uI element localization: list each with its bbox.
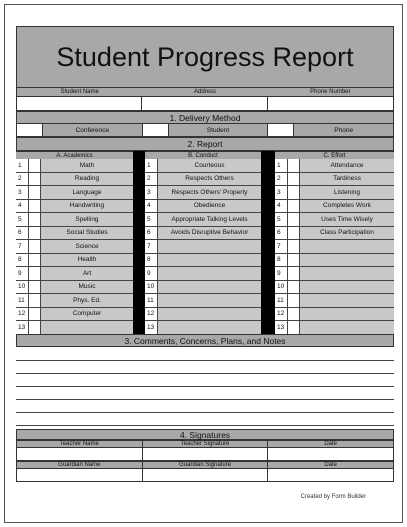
row-number: 5	[275, 213, 288, 226]
signature-inputs-row2	[16, 469, 394, 482]
conduct-row	[145, 281, 261, 295]
grade-checkbox[interactable]	[29, 321, 41, 334]
row-number: 13	[275, 321, 288, 334]
conduct-item-label: Respects Others' Property	[158, 186, 261, 199]
grade-checkbox[interactable]	[288, 294, 300, 307]
effort-row	[275, 186, 394, 200]
column-divider	[133, 151, 145, 334]
effort-item-label: Attendance	[300, 159, 394, 172]
row-number: 12	[275, 308, 288, 321]
header-inputs	[16, 97, 394, 111]
row-number: 2	[16, 173, 29, 186]
grade-checkbox[interactable]	[288, 186, 300, 199]
conduct-row	[145, 254, 261, 268]
effort-row	[275, 200, 394, 214]
conduct-item-label	[158, 240, 261, 253]
conduct-item-label	[158, 294, 261, 307]
grade-checkbox[interactable]	[29, 294, 41, 307]
signature-inputs-row1	[16, 448, 394, 461]
row-number: 4	[145, 200, 158, 213]
student-label: Student	[169, 124, 269, 136]
academics-row	[16, 308, 133, 322]
conduct-heading: B. Conduct	[145, 151, 261, 159]
effort-item-label	[300, 267, 394, 280]
grade-checkbox[interactable]	[288, 267, 300, 280]
academics-row	[16, 281, 133, 295]
academics-item-label: Language	[41, 186, 133, 199]
effort-item-label: Completes Work	[300, 200, 394, 213]
row-number: 11	[16, 294, 29, 307]
conduct-row	[145, 213, 261, 227]
teacher-name-field[interactable]	[17, 448, 143, 460]
effort-item-label: Class Participation	[300, 227, 394, 240]
row-number: 12	[16, 308, 29, 321]
effort-heading: C. Effort	[275, 151, 394, 159]
report-page	[4, 4, 403, 523]
row-number: 7	[145, 240, 158, 253]
conduct-item-label	[158, 321, 261, 334]
teacher-signature-field[interactable]	[143, 448, 269, 460]
effort-row	[275, 308, 394, 322]
grade-checkbox[interactable]	[29, 200, 41, 213]
academics-row	[16, 294, 133, 308]
row-number: 6	[145, 227, 158, 240]
row-number: 8	[145, 254, 158, 267]
comment-line	[16, 399, 394, 400]
effort-item-label	[300, 281, 394, 294]
phone-checkbox[interactable]	[268, 124, 294, 136]
effort-item-label	[300, 240, 394, 253]
academics-row	[16, 159, 133, 173]
row-number: 5	[145, 213, 158, 226]
effort-row	[275, 240, 394, 254]
conduct-item-label: Courteous	[158, 159, 261, 172]
signature-labels-row1	[16, 440, 394, 448]
conduct-row	[145, 294, 261, 308]
grade-checkbox[interactable]	[288, 308, 300, 321]
effort-row	[275, 173, 394, 187]
row-number: 1	[16, 159, 29, 172]
comments-heading: 3. Comments, Concerns, Plans, and Notes	[16, 334, 394, 347]
academics-row	[16, 186, 133, 200]
guardian-signature-field[interactable]	[143, 469, 269, 481]
conduct-item-label	[158, 308, 261, 321]
conduct-row	[145, 173, 261, 187]
effort-item-label	[300, 308, 394, 321]
grade-checkbox[interactable]	[288, 213, 300, 226]
row-number: 11	[145, 294, 158, 307]
effort-item-label: Tardiness	[300, 173, 394, 186]
grade-checkbox[interactable]	[288, 159, 300, 172]
academics-heading: A. Academics	[16, 151, 133, 159]
row-number: 6	[16, 227, 29, 240]
guardian-name-label: Guardian Name	[17, 462, 143, 468]
grade-checkbox[interactable]	[29, 227, 41, 240]
grade-checkbox[interactable]	[288, 321, 300, 334]
address-field[interactable]	[142, 97, 268, 110]
signatures-heading: 4. Signatures	[16, 429, 394, 440]
comment-line	[16, 360, 394, 361]
effort-row	[275, 254, 394, 268]
academics-row	[16, 227, 133, 241]
comment-line	[16, 386, 394, 387]
academics-item-label: Computer	[41, 308, 133, 321]
grade-checkbox[interactable]	[29, 213, 41, 226]
row-number: 9	[275, 267, 288, 280]
conduct-item-label: Avoids Disruptive Behavior	[158, 227, 261, 240]
academics-item-label: Science	[41, 240, 133, 253]
effort-row	[275, 213, 394, 227]
effort-row	[275, 227, 394, 241]
phone-number-field[interactable]	[268, 97, 393, 110]
address-label: Address	[193, 89, 216, 95]
conduct-row	[145, 227, 261, 241]
grade-checkbox[interactable]	[29, 308, 41, 321]
row-number: 3	[145, 186, 158, 199]
row-number: 2	[275, 173, 288, 186]
comment-line	[16, 373, 394, 374]
column-divider	[261, 151, 275, 334]
grade-checkbox[interactable]	[288, 254, 300, 267]
row-number: 1	[275, 159, 288, 172]
teacher-date-field[interactable]	[268, 448, 393, 460]
signature-labels-row2	[16, 461, 394, 469]
conduct-row	[145, 240, 261, 254]
row-number: 7	[275, 240, 288, 253]
report-heading: 2. Report	[16, 137, 394, 151]
row-number: 5	[16, 213, 29, 226]
grade-checkbox[interactable]	[29, 267, 41, 280]
academics-item-label: Health	[41, 254, 133, 267]
student-checkbox[interactable]	[143, 124, 169, 136]
conduct-row	[145, 321, 261, 335]
academics-row	[16, 321, 133, 335]
conduct-row	[145, 186, 261, 200]
grade-checkbox[interactable]	[288, 173, 300, 186]
conduct-item-label: Appropriate Talking Levels	[158, 213, 261, 226]
footer-credit: Created by Form Builder	[300, 494, 366, 500]
conduct-row	[145, 159, 261, 173]
row-number: 4	[275, 200, 288, 213]
grade-checkbox[interactable]	[29, 281, 41, 294]
conduct-item-label	[158, 281, 261, 294]
comment-line	[16, 425, 394, 426]
grade-checkbox[interactable]	[29, 254, 41, 267]
grade-checkbox[interactable]	[288, 227, 300, 240]
conduct-item-label	[158, 254, 261, 267]
row-number: 12	[145, 308, 158, 321]
academics-item-label: Math	[41, 159, 133, 172]
row-number: 4	[16, 200, 29, 213]
guardian-date-label: Date	[324, 462, 338, 468]
guardian-name-field[interactable]	[17, 469, 143, 481]
guardian-signature-label: Guardian Signature	[143, 462, 269, 468]
grade-checkbox[interactable]	[29, 159, 41, 172]
row-number: 10	[145, 281, 158, 294]
academics-item-label: Music	[41, 281, 133, 294]
effort-item-label	[300, 254, 394, 267]
academics-row	[16, 200, 133, 214]
grade-checkbox[interactable]	[29, 240, 41, 253]
effort-row	[275, 321, 394, 335]
academics-row	[16, 240, 133, 254]
academics-row	[16, 254, 133, 268]
academics-item-label	[41, 321, 133, 334]
row-number: 10	[16, 281, 29, 294]
row-number: 1	[145, 159, 158, 172]
conduct-row	[145, 200, 261, 214]
phone-number-label: Phone Number	[310, 89, 351, 95]
header-labels	[16, 88, 394, 97]
phone-label: Phone	[294, 124, 393, 136]
effort-item-label	[300, 321, 394, 334]
effort-row	[275, 294, 394, 308]
row-number: 3	[16, 186, 29, 199]
academics-item-label: Phys. Ed.	[41, 294, 133, 307]
conference-checkbox[interactable]	[17, 124, 43, 136]
academics-row	[16, 173, 133, 187]
academics-row	[16, 267, 133, 281]
conduct-row	[145, 267, 261, 281]
academics-item-label: Social Studies	[41, 227, 133, 240]
grade-checkbox[interactable]	[29, 186, 41, 199]
academics-item-label: Handwriting	[41, 200, 133, 213]
row-number: 7	[16, 240, 29, 253]
grade-checkbox[interactable]	[288, 240, 300, 253]
effort-row	[275, 159, 394, 173]
student-name-field[interactable]	[17, 97, 142, 110]
effort-item-label: Listening	[300, 186, 394, 199]
effort-item-label	[300, 294, 394, 307]
grade-checkbox[interactable]	[288, 281, 300, 294]
student-name-label: Student Name	[60, 89, 99, 95]
academics-row	[16, 213, 133, 227]
comment-line	[16, 412, 394, 413]
grade-checkbox[interactable]	[29, 173, 41, 186]
row-number: 13	[16, 321, 29, 334]
row-number: 8	[16, 254, 29, 267]
row-number: 11	[275, 294, 288, 307]
conduct-row	[145, 308, 261, 322]
teacher-name-label: Teacher Name	[17, 441, 143, 447]
row-number: 9	[145, 267, 158, 280]
teacher-signature-label: Teacher Signature	[143, 441, 269, 447]
conference-label: Conference	[43, 124, 143, 136]
conduct-item-label: Respects Others	[158, 173, 261, 186]
row-number: 8	[275, 254, 288, 267]
delivery-method-heading: 1. Delivery Method	[16, 111, 394, 124]
row-number: 9	[16, 267, 29, 280]
academics-item-label: Spelling	[41, 213, 133, 226]
effort-row	[275, 281, 394, 295]
teacher-date-label: Date	[324, 441, 338, 447]
row-number: 6	[275, 227, 288, 240]
academics-item-label: Art	[41, 267, 133, 280]
page-title: Student Progress Report	[16, 26, 394, 88]
row-number: 3	[275, 186, 288, 199]
grade-checkbox[interactable]	[288, 200, 300, 213]
conduct-item-label: Obedience	[158, 200, 261, 213]
effort-item-label: Uses Time Wisely	[300, 213, 394, 226]
guardian-date-field[interactable]	[268, 469, 393, 481]
row-number: 10	[275, 281, 288, 294]
row-number: 13	[145, 321, 158, 334]
row-number: 2	[145, 173, 158, 186]
effort-row	[275, 267, 394, 281]
delivery-options	[16, 124, 394, 137]
academics-item-label: Reading	[41, 173, 133, 186]
conduct-item-label	[158, 267, 261, 280]
